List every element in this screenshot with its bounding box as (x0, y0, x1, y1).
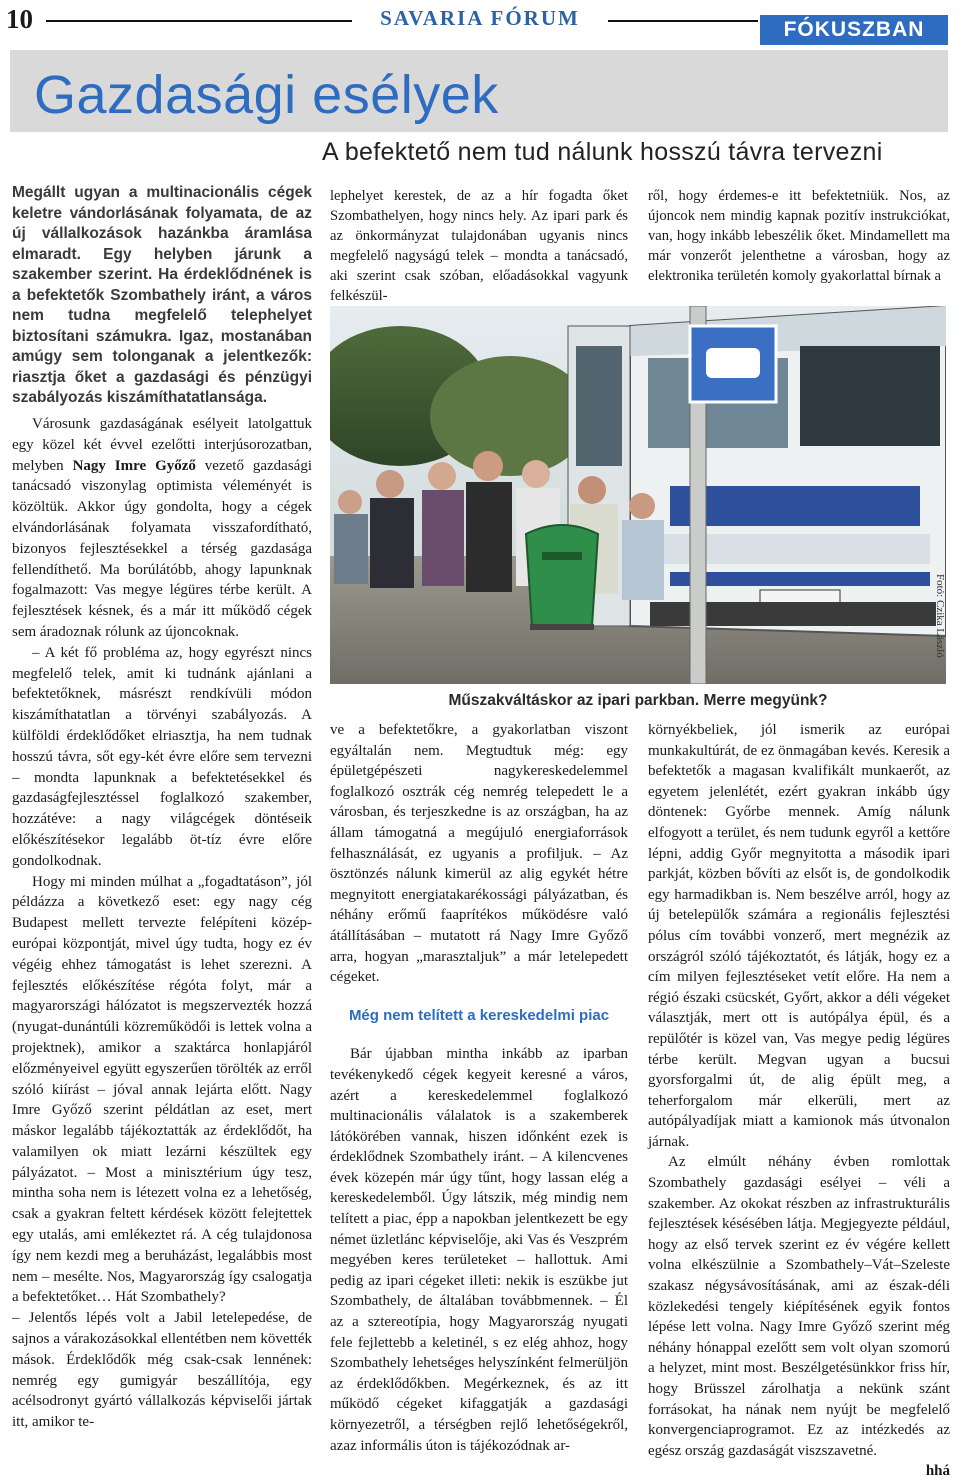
tree (430, 356, 590, 476)
column-2 (330, 720, 628, 1456)
photo-illustration (330, 306, 946, 684)
author-signature: hhá (925, 1463, 950, 1480)
trash-bin (526, 525, 598, 630)
body-paragraph: lephelyet kerestek, de az a hír fogadta őket Szombathelyen, hogy nincs hely. Az ipari park és az önkormányzat tulajdonában ugyanis nincs megfelelő nagyságú telek – mondta a tanácsadó, aki szerint csak szóban, előadásokkal vagyunk felkészül- (330, 188, 628, 304)
body-paragraph: – Jelentős lépés volt a Jabil letelepedése, de sajnos a várakozásokkal ellentétben nem követték mások. Érdeklődők még csak-csak lennének: nemrég egy gumigyár beszállítója, egy acélsodronyt gyártó vállalkozás képviselői jártak itt, amikor te- (12, 1310, 312, 1431)
person-name: Nagy Imre Győző (72, 457, 196, 474)
body-paragraph (12, 414, 312, 643)
body-paragraph: Bár újabban mintha inkább az iparban tevékenykedő cégek kegyeit keresné a város, azért a kereskedelemmel foglalkozó multinacionális válalatok is a szakemberek látókörében vannak, hiszen időnként ezek is érdeklődnek Szombathely iránt. – A kilencvenes évek közepén már úgy tűnt, hogy lassan elég a kereskedelemből. Úgy látszik, még mindig nem telített a piac, épp a napokban jelentkezett be egy német üzletlánc képviselője, aki Vas és Veszprém megyében keres területeket – hallottuk. Ami pedig az ipari cégeket illeti: nekik is eszükbe jut Szombathely, de általában továbbmennek. – Él az a sztereotípia, hogy Magyarország nyugati fele fejlettebb a keletinél, s ez elég ahhoz, hogy Szombathely lehetséges helyszínként felmerüljön az érdeklődőkben. Megérkeznek, és az itt működő cégeket kifaggatják a gazdasági környezetről, a térségben rejlő lehetőségekről, azaz informális úton is tájékozódnak ar- (330, 1046, 628, 1454)
text-run: vezető gazdasági tanácsadó viszonylag optimista véleményét is közöltük. Akkor úgy gondolta, hogy a cégek elvándorlásának folyamata visszafordítható, bizonyos fejlesztésekkel a térség gazdasága fellendíthető. Ma borúlátóbb, ahogy lapunknak fogalmazott: Vas megye légüres térbe került. A fejlesztések késnek, és a már itt működő cégek sem áradoznak rólunk az újoncoknak. (12, 457, 312, 640)
headline: Gazdasági esélyek (34, 65, 499, 125)
column-2-top (330, 186, 628, 306)
body-paragraph: – A két fő probléma az, hogy egyrészt nincs megfelelő telek, amit ki tudnánk ajánlani a befektetőknek, másrészt rendkívüli módon kiszámíthatatlan a törvényi szabályozás. A külföldi érdeklődőket elriasztja, ha nem tudnak hosszú távra, sőt egy-két évre előre sem tervezni – mondta lapunknak a befektetésekkel és gazdaságfejlesztéssel foglalkozó szakember, hozzátéve: a nagy világcégek döntéseik előkészítésekor legalább öt-tíz évre előre gondolkodnak. (12, 644, 312, 869)
body-paragraph: Az elmúlt néhány évben romlottak Szombathely gazdasági esélyei – véli a szakember. Az okokat részben az infrastrukturális fejlesztések késésében látja. Megjegyezte például, hogy az első tervek szerint ez év végére kellett volna elkészülnie a Szombathely–Vát–Szeleste szakasz négysávosításának, ami az észak-déli közlekedési tengely kiépítésének egyik fontos lépése lett volna. Nagy Imre Győző szerint még néhány hónappal ezelőtt sem volt olyan szomorú a helyzet, mint most. Beszélgetésünkkor friss hír, hogy Brüsszel zárolhatja a nekünk szánt forrásokat, ha nának nem nyújt be megfelelő konvergenciaprogramot. Ez az intézkedés az egész ország gazdaságát viszszavetné. (648, 1154, 950, 1459)
body-paragraph: ve a befektetőkre, a gyakorlatban viszont egyáltalán nem. Megtudtuk még: egy épületgépészeti nagykereskedelemmel foglalkozó osztrák cég nemrég telepedett le a városban, és terjeszkedne is az országban, ha az állam támogatná a megújuló energiaforrások felhasználását, ez ugyanis a profiljuk. – Az ösztönzés nálunk kimerül az alig egykét hétre megnyitott energiatakarékossági pályázatban, és néhány erőmű faaprítékos működésre való átállításában – mutatott rá Nagy Imre Győző arra, hogyan „marasztaljuk” a már letelepedett cégeket. (330, 722, 628, 986)
photo-credit: Fotó: Czika László (934, 574, 946, 658)
lead-paragraph: Megállt ugyan a multinacionális cégek keletre vándorlásának folyamata, de az új vállalkozások hazánkba áramlása elmaradt. Egy helyben járunk a szakember szerint. Ha érdeklődnének is a befektetők Szombathely iránt, a város nem tudna megfelelő telephelyet biztosítani számukra. Igaz, mostanában amúgy sem tolonganak a jelentkezők: riasztja őket a gazdasági és pénzügyi szabályozás kiszámíthatatlansága. (12, 184, 312, 406)
photo-caption: Műszakváltáskor az ipari parkban. Merre megyünk? (448, 692, 828, 709)
section-tag: FÓKUSZBAN (760, 15, 948, 45)
body-paragraph: ről, hogy érdemes-e itt befektetniük. Nos, az újoncok nem mindig kapnak pozitív instrukciókat, van, hogy inkább lebeszélik őket. Mindamellett ma már vonzerőt jelenthetne a városban, hogy az elektronika területén komoly gyakorlattal bírnak a (648, 188, 950, 284)
subheading: Még nem telített a kereskedelmi piac (348, 1006, 610, 1024)
masthead: SAVARIA FÓRUM (380, 6, 580, 30)
column-3 (648, 720, 950, 1482)
text-run: Városunk gazdaságának esélyeit latolgattuk egy közel két évvel ezelőtti interjúsorozatban, melyben (12, 416, 312, 474)
column-1 (12, 414, 312, 1433)
page-number: 10 (6, 4, 33, 34)
header-rule-left (46, 20, 352, 22)
subheadline: A befektető nem tud nálunk hosszú távra tervezni (322, 138, 883, 166)
body-paragraph: környékbeliek, jól ismerik az európai munkakultúrát, de ez önmagában kevés. Keresik a befektetők a magasan kvalifikált munkaerőt, az egyetem jelenlétét, ezért gyakran inkább úgy döntenek: Győrbe mennek. Amíg nálunk elfogyott a terület, és nem tudunk egyről a kettőre lépni, addig Győr megnyitotta a második ipari parkját, közben bővíti az elsőt is, de gondolkodik egy harmadikban is. Nem beszélve arról, hogy az új betelepülők számára a regionális fejlesztési pólus cím további vonzerő, mert megnézik az országról szóló tájékoztatót, és látják, hogy ez a cím milyen fejlesztéseket vetít előre. Ha nem a régió északi csücskét, Győrt, akkor a déli végeket választják, mert ott is autópálya épül, és a repülőtér is közel van, Vas megye pedig légüres térbe került. Megvan ugyan a bucsui gyorsforgalmi út, de alig épült meg, a teherforgalom már elkerüli, mert az autópályadíjak miatt a kamionok más útvonalon járnak. (648, 722, 950, 1150)
column-3-top (648, 186, 950, 286)
header-rule-right (608, 20, 758, 22)
news-photo (330, 306, 946, 684)
body-paragraph: Hogy mi minden múlhat a „fogadtatáson”, jól példázza a következő eset: egy nagy cég Budapest mellett tervezte felépíteni közép-európai központját, mivel úgy tudta, hogy ez év végéig ehhez támogatást is lehet szerezni. A fejlesztés előkészítése régóta folyt, már a magyarországi hálózatot is megszervezték hozzá (nyugat-dunántúli közreműködői is lettek volna a projektnek), amikor a szaktárca honlapjáról előzményeivel együtt egyszerűen törölték az erről szóló kiírást – jóval annak lejárta előtt. Nagy Imre Győző szerint példátlan az eset, mert máskor legalább tájékoztatták az érdeklődőt, ha valamilyen ok miatt lezárni készültek egy pályázatot. – Most a minisztérium úgy tesz, mintha soha nem is létezett volna ez a lehetőség, csak a gyakran feltett kérdések között felejtettek egy utalás, ami emlékeztet rá. A cég tulajdonosa így nem kezdi meg a beruházást, legalábbis most nem – mesélte. Nos, Magyarország így csalogatja a befektetőket… Hát Szombathely? (12, 873, 312, 1306)
